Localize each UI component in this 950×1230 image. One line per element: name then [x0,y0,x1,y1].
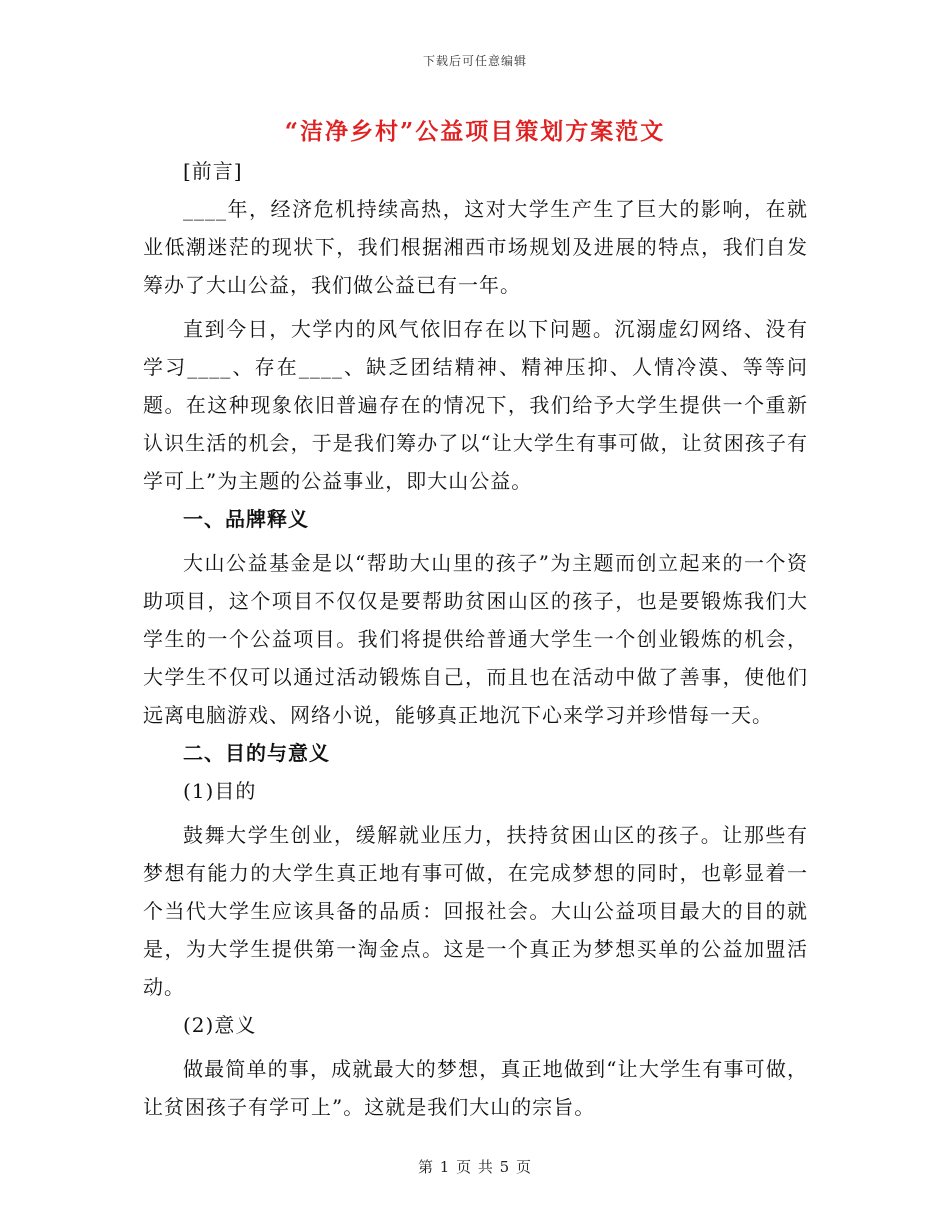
brand-paragraph: 大山公益基金是以“帮助大山里的孩子”为主题而创立起来的一个资助项目，这个项目不仅仅是要帮助贫困山区的孩子，也是要锻炼我们大学生的一个公益项目。我们将提供给普通大学生一个创业锻炼的机会，大学生不仅可以通过活动锻炼自己，而且也在活动中做了善事，使他们远离电脑游戏、网络小说，能够真正地沉下心来学习并珍惜每一天。 [143,551,808,727]
subheading-purpose: (1)目的 [183,779,257,803]
page-footer: 第 1 页 共 5 页 [418,1158,532,1176]
subheading-meaning: (2)意义 [183,1013,257,1037]
purpose-paragraph: 鼓舞大学生创业，缓解就业压力，扶持贫困山区的孩子。让那些有梦想有能力的大学生真正地有事可做，在完成梦想的同时，也彰显着一个当代大学生应该具备的品质：回报社会。大山公益项目最大的目的就是，为大学生提供第一淘金点。这是一个真正为梦想买单的公益加盟活动。 [143,823,808,999]
preface-label: [前言] [183,159,243,183]
page-header: 下载后可任意编辑 [422,54,527,68]
meaning-paragraph: 做最简单的事，成就最大的梦想，真正地做到“让大学生有事可做，让贫困孩子有学可上”。这就是我们大山的宗旨。 [143,1057,808,1119]
preface-paragraph-2: 直到今日，大学内的风气依旧存在以下问题。沉溺虚幻网络、没有学习____、存在____、缺乏团结精神、精神压抑、人情冷漠、等等问题。在这种现象依旧普遍存在的情况下，我们给予大学生提供一个重新认识生活的机会，于是我们筹办了以“让大学生有事可做，让贫困孩子有学可上”为主题的公益事业，即大山公益。 [143,317,808,493]
preface-paragraph-1: ____年，经济危机持续高热，这对大学生产生了巨大的影响，在就业低潮迷茫的现状下，我们根据湘西市场规划及进展的特点，我们自发筹办了大山公益，我们做公益已有一年。 [143,197,808,297]
section-heading-purpose: 二、目的与意义 [183,741,330,765]
section-heading-brand: 一、品牌释义 [183,507,309,531]
document-body [143,152,808,1126]
document-title: “洁净乡村”公益项目策划方案范文 [284,118,666,145]
